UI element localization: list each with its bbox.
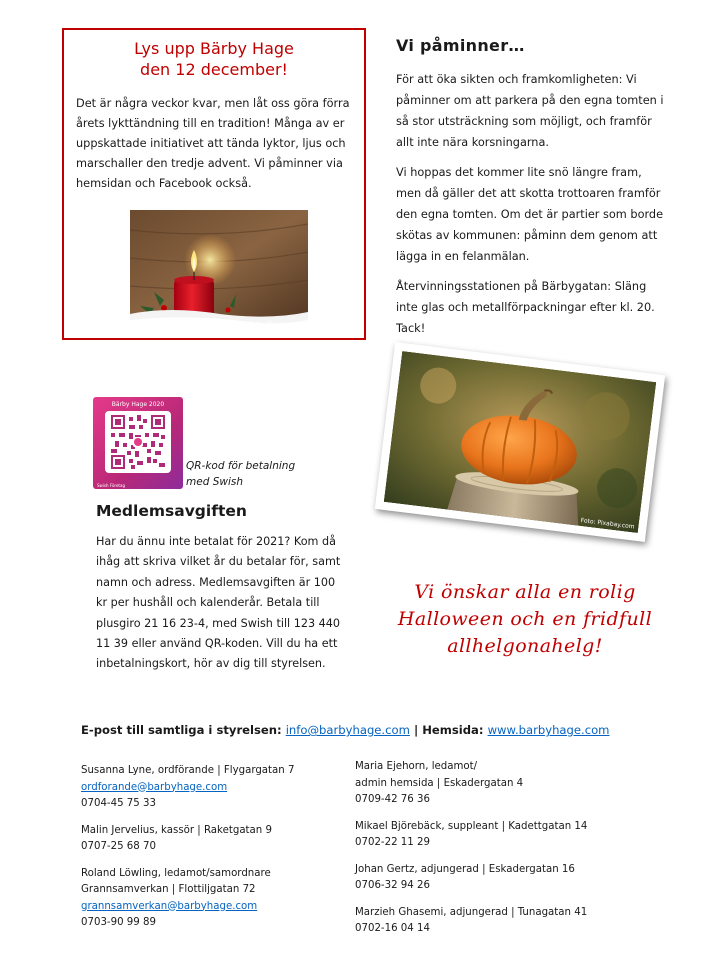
member-name-address: Marzieh Ghasemi, adjungerad | Tunagatan 41 bbox=[355, 906, 588, 918]
pumpkin-illustration bbox=[384, 351, 657, 533]
candle-photo-credit: Foto: Pixabay.com bbox=[249, 321, 304, 328]
lantern-title-line2: den 12 december! bbox=[140, 60, 288, 79]
fee-heading: Medlemsavgiften bbox=[96, 502, 247, 520]
member-phone: 0709-42 76 36 bbox=[355, 794, 430, 805]
qr-caption bbox=[186, 458, 295, 490]
lantern-title bbox=[76, 38, 352, 80]
reminder-paragraph-parking: För att öka sikten och framkomligheten: Vi påminner om att parkera på den egna tomten i så stor utsträckning som möjligt, och framför allt inte nära korsningarna. bbox=[396, 73, 664, 149]
member-email-link[interactable]: grannsamverkan@barbyhage.com bbox=[81, 900, 258, 912]
membership-fee-section bbox=[96, 502, 346, 675]
member-name-address: Johan Gertz, adjungerad | Eskadergatan 16 bbox=[355, 863, 575, 875]
web-label: Hemsida: bbox=[422, 723, 484, 737]
member-name-role: Maria Ejehorn, ledamot/ bbox=[355, 761, 478, 772]
board-member bbox=[355, 905, 655, 938]
pumpkin-photo-frame bbox=[375, 342, 665, 542]
qr-card-title: Bärby Hage 2020 bbox=[111, 401, 165, 408]
email-label: E-post till samtliga i styrelsen: bbox=[81, 723, 282, 737]
lantern-announcement-box bbox=[62, 28, 366, 340]
reminder-paragraph-snow: Vi hoppas det kommer lite snö längre fram, men då gäller det att skotta trottoaren framför den egna tomten. Om det är partier som borde skötas av kommunen: påminn dem genom att lägga in en felanmälan. bbox=[396, 166, 664, 263]
member-name-role: Roland Löwling, ledamot/samordnare bbox=[81, 867, 271, 879]
greeting-line3: allhelgonahelg! bbox=[447, 635, 603, 657]
board-member bbox=[355, 819, 655, 852]
board-member bbox=[81, 763, 331, 813]
qr-caption-line2: med Swish bbox=[186, 476, 243, 488]
reminder-heading: Vi påminner… bbox=[396, 36, 525, 55]
member-name-address: Susanna Lyne, ordförande | Flygargatan 7 bbox=[81, 765, 295, 776]
contact-separator: | bbox=[413, 723, 419, 737]
qr-card-footer: Swish Företag bbox=[97, 483, 125, 488]
pumpkin-photo-credit: Foto: Pixabay.com bbox=[580, 517, 635, 531]
fee-body: Har du ännu inte betalat för 2021? Kom då ihåg att skriva vilket år du betalar för, samt namn och adress. Medlemsavgiften är 100 kr per hushåll och kalenderår. Betala till plusgiro 21 16 23-4, med Swish till 123 440 11 39 eller använd QR-koden. Vill du ha ett inbetalningskort, hör av dig till styrelsen. bbox=[96, 535, 341, 671]
member-phone: 0704-45 75 33 bbox=[81, 798, 156, 809]
swish-qr-card bbox=[93, 397, 183, 489]
qr-code-icon bbox=[111, 415, 165, 469]
member-address: Grannsamverkan | Flottiljgatan 72 bbox=[81, 884, 256, 895]
lantern-title-line1: Lys upp Bärby Hage bbox=[134, 39, 294, 58]
lantern-body: Det är några veckor kvar, men låt oss göra förra årets lykttändning till en tradition! Många av er uppskattade initiativet att tända lyktor, ljus och marschaller den tredje advent. Vi påminner via hemsidan och Facebook också. bbox=[76, 97, 350, 190]
greeting-line2: Halloween och en fridfull bbox=[397, 608, 653, 630]
qr-code bbox=[105, 411, 171, 473]
board-contact-line bbox=[81, 723, 609, 737]
greeting-line1: Vi önskar alla en rolig bbox=[414, 581, 636, 603]
member-phone: 0702-16 04 14 bbox=[355, 923, 430, 934]
halloween-greeting bbox=[380, 579, 670, 660]
member-phone: 0702-22 11 29 bbox=[355, 837, 430, 848]
member-phone: 0703-90 99 89 bbox=[81, 917, 156, 928]
member-email-link[interactable]: ordforande@barbyhage.com bbox=[81, 781, 228, 793]
board-list-right bbox=[355, 759, 655, 948]
board-member bbox=[355, 862, 655, 895]
board-member bbox=[81, 823, 331, 856]
qr-caption-line1: QR-kod för betalning bbox=[186, 460, 296, 472]
board-list-left bbox=[81, 763, 331, 942]
board-email-link[interactable]: info@barbyhage.com bbox=[285, 723, 410, 737]
reminder-paragraph-recycling: Återvinningsstationen på Bärbygatan: Släng inte glas och metallförpackningar efter kl. 20. Tack! bbox=[396, 280, 655, 335]
member-name-address: Malin Jervelius, kassör | Raketgatan 9 bbox=[81, 824, 272, 836]
reminder-section bbox=[396, 36, 666, 339]
board-member bbox=[355, 759, 655, 809]
pumpkin-photo bbox=[384, 351, 657, 533]
website-link[interactable]: www.barbyhage.com bbox=[487, 723, 610, 737]
board-member bbox=[81, 866, 331, 932]
candle-photo bbox=[130, 210, 308, 330]
member-phone: 0707-25 68 70 bbox=[81, 841, 156, 852]
member-phone: 0706-32 94 26 bbox=[355, 880, 430, 891]
candle-illustration bbox=[130, 210, 308, 330]
member-name-address: Mikael Björebäck, suppleant | Kadettgatan 14 bbox=[355, 820, 588, 832]
member-address: admin hemsida | Eskadergatan 4 bbox=[355, 777, 524, 789]
